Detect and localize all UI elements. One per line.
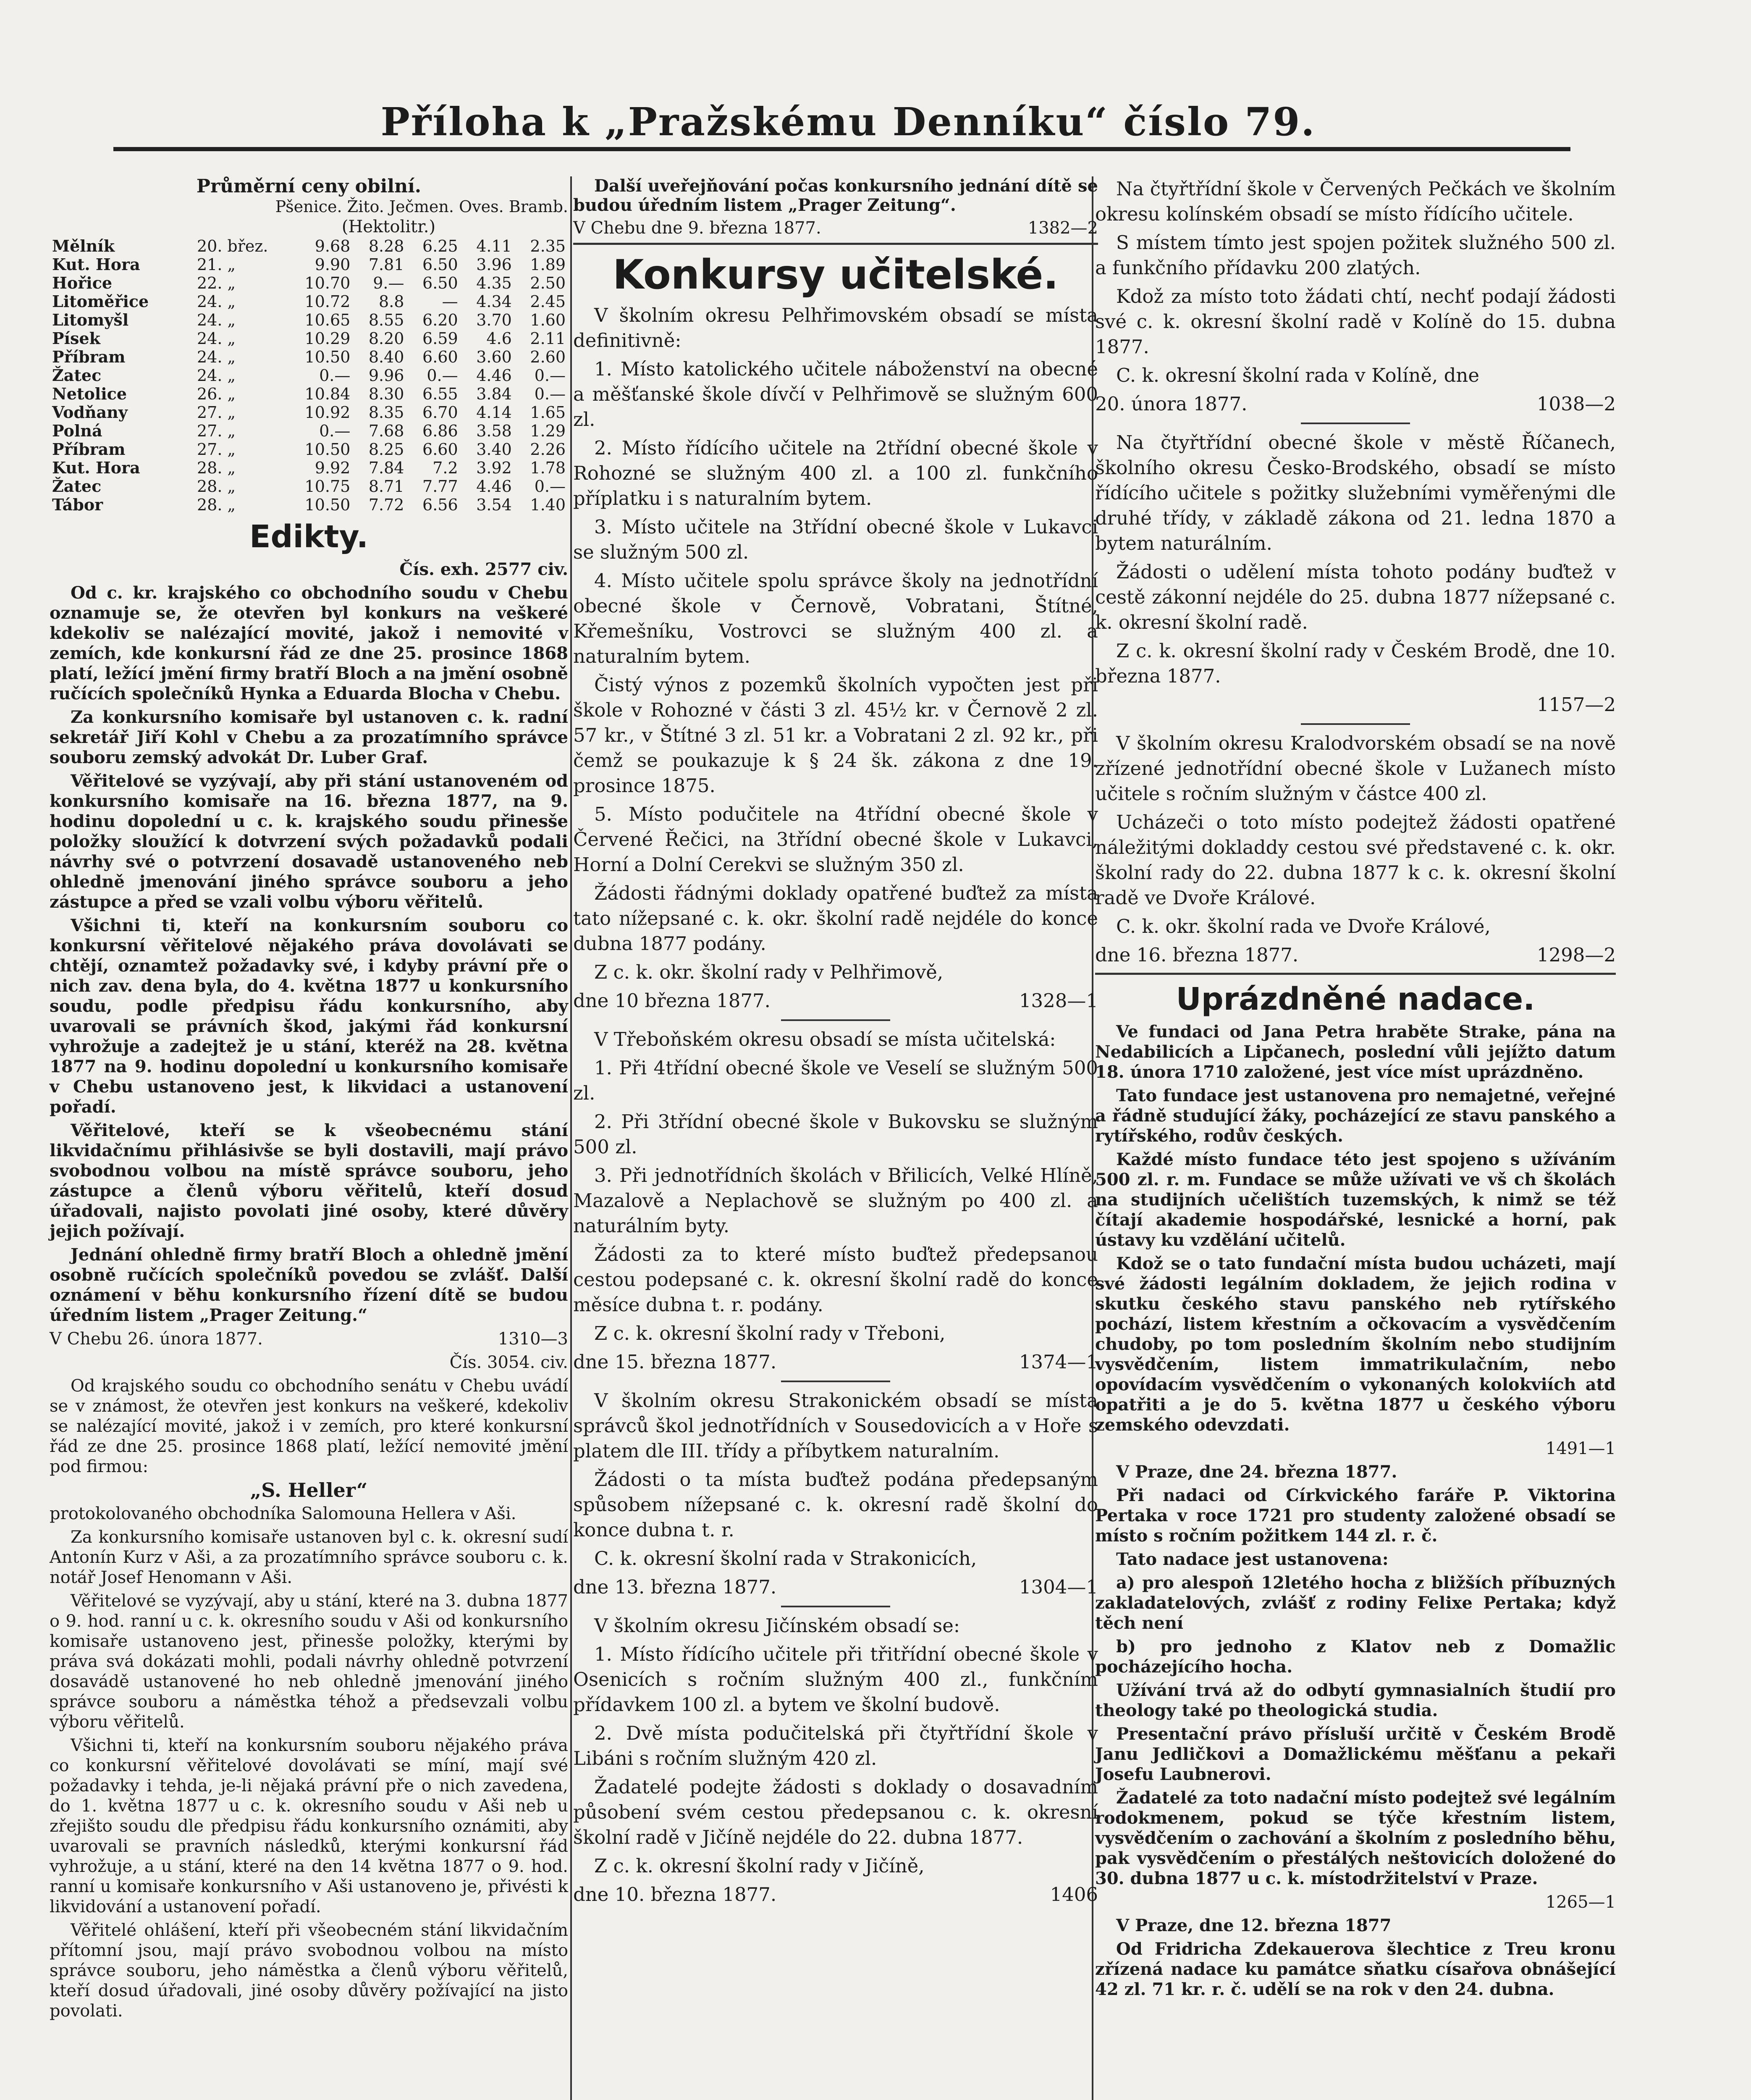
price-month: „ xyxy=(227,422,236,440)
price-value: 7.72 xyxy=(368,496,404,514)
price-value: 3.70 xyxy=(476,311,512,329)
teachers-competitions-title: Konkursy učitelské. xyxy=(613,251,1059,298)
notice-paragraph: Z c. k. okresní školní rady v Třeboni, xyxy=(594,1322,946,1344)
notice-paragraph: C. k. okresní školní rada v Kolíně, dne xyxy=(1116,364,1480,386)
price-city: Žatec xyxy=(52,366,102,385)
price-value: 0.— xyxy=(534,366,566,385)
price-day: 27. xyxy=(197,403,223,422)
edict-2-paragraph: Všichni ti, kteří na konkursním souboru nějakého práva co konkursní věřitelové dovolávati se míní, mají své požadavky i tehda, je-li nějaká právní pře o nich zavedena, do 1. května 1877 u c. k. okresního soudu v Aši neb u zřejišto soudu dle předpisu řádu konkursního oznámiti, aby uvarovali se pravních následků, kterými konkursní řád vyhrožuje, a u stání, které na den 14 května 1877 o 9. hod. ranní u komisaře konkursního v Aši ustanoveno je, přivésti k likvidování a ustanovení pořadí. xyxy=(50,1736,568,1916)
price-row xyxy=(50,311,568,329)
price-value: 6.20 xyxy=(422,311,458,329)
price-value: 8.8 xyxy=(379,292,404,311)
price-day: 28. xyxy=(197,477,223,496)
price-value: 4.35 xyxy=(476,274,512,292)
notice-paragraph: 4. Místo učitele spolu správce školy na jednotřídní obecné škole v Černově, Vobratani, Štítné, Křemešníku, Vostrovci se služným 400 zl. a naturalním bytem. xyxy=(573,570,1098,667)
notice-paragraph: V Třeboňském okresu obsadí se místa učitelská: xyxy=(594,1028,1056,1050)
prices-title: Průměrní ceny obilní. xyxy=(196,176,422,197)
notice-paragraph: V školním okresu Pelhřimovském obsadí se místa definitivně: xyxy=(573,304,1098,352)
price-day: 24. xyxy=(197,292,223,311)
foundation-paragraph: Tato fundace jest ustanovena pro nemajetné, veřejné a řádně studující žáky, pocházející ze stavu panského a rytířského, rodův českých. xyxy=(1095,1086,1616,1146)
price-value: 8.20 xyxy=(368,329,404,348)
divider xyxy=(781,1019,890,1021)
foundation-signature: V Praze, dne 12. března 1877 xyxy=(1116,1916,1392,1935)
price-value: 8.71 xyxy=(368,477,404,496)
column-3 xyxy=(1095,176,1616,2003)
price-value: 2.35 xyxy=(530,237,566,255)
notice-paragraph: Z c. k. okr. školní rady v Pelhřimově, xyxy=(594,961,944,983)
notice-place-date: V Chebu dne 9. března 1877. xyxy=(573,218,821,238)
price-value: 1.65 xyxy=(530,403,566,422)
price-month: „ xyxy=(227,255,236,274)
price-value: 6.55 xyxy=(422,385,458,403)
price-value: 4.11 xyxy=(476,237,512,255)
column-rule-1 xyxy=(570,176,572,2100)
price-row xyxy=(50,366,568,385)
notice-paragraph: Žadatelé podejte žádosti s doklady o dosavadním působení svém cestou předepsanou c. k. okresní školní radě v Jičíně nejdéle do 22. dubna 1877. xyxy=(573,1776,1098,1848)
edict-1-signature xyxy=(50,1329,568,1349)
edict-1-ref: Čís. exh. 2577 civ. xyxy=(399,559,568,579)
prices-unit: (Hektolitr.) xyxy=(341,217,436,236)
price-value: 6.50 xyxy=(422,255,458,274)
divider xyxy=(781,1606,890,1607)
price-value: 9.92 xyxy=(315,459,351,477)
price-row xyxy=(50,459,568,477)
price-value: 1.60 xyxy=(530,311,566,329)
notice-signature xyxy=(573,1349,1098,1375)
price-month: „ xyxy=(227,274,236,292)
notice-number: 1038—2 xyxy=(1536,393,1616,415)
price-value: 8.30 xyxy=(368,385,404,403)
price-day: 24. xyxy=(197,366,223,385)
notice-paragraph: V školním okresu Jičínském obsadí se: xyxy=(594,1614,960,1637)
edict-1-place-date: V Chebu 26. února 1877. xyxy=(50,1329,263,1349)
notice-signature xyxy=(1095,942,1616,968)
edict-2-paragraph: Od krajského soudu co obchodního senátu v Chebu uvádí se v známost, že otevřen jest konkurs na veškeré, kdekoliv se nalézající movité, jakož i v zemích, pro které konkursní řád ze dne 25. prosince 1868 platí, ležící nemovité jmění pod firmou: xyxy=(50,1376,568,1476)
notice-date: dne 15. března 1877. xyxy=(573,1351,777,1373)
price-value: 9.68 xyxy=(315,237,351,255)
price-value: 0.— xyxy=(319,366,351,385)
price-month: „ xyxy=(227,440,236,459)
price-value: 10.65 xyxy=(304,311,351,329)
price-month: břez. xyxy=(227,237,268,255)
foundation-paragraph: Užívání trvá až do odbytí gymnasialních študií pro theology také po theologická studia. xyxy=(1095,1680,1616,1720)
foundation-paragraph: Kdož se o tato fundační místa budou ucházeti, mají své žádosti legálním dokladem, že jejich rodina v skutku českého stavu panského neb rytířského pochází, listem křestním a očkovacím a vysvědčením chudoby, po tom posledním školním nebo studijním vysvědčením, listem immatrikulačním, nebo opovídacím vysvědčením o vykonaných kolokviích atd opatřiti a je do 5. května 1877 u českého výboru zemského odevzdati. xyxy=(1095,1254,1616,1435)
price-value: 8.25 xyxy=(368,440,404,459)
price-row xyxy=(50,440,568,459)
price-value: 7.77 xyxy=(422,477,458,496)
edict-1-paragraph: Věřitelové se vyzývají, aby při stání ustanoveném od konkursního komisaře na 16. března 1877, na 9. hodinu dopolední u c. k. krajského soudu přinesše položky sloužící k dotvrzení svých požadavků podali návrhy své o potvrzení dosavadě ustanoveného neb ohledně jmenování jiného správce souboru a jeho zástupce a před se vzali volbu výboru věřitelů. xyxy=(50,771,568,912)
foundations-title: Uprázdněné nadace. xyxy=(1176,981,1535,1017)
price-value: 7.2 xyxy=(433,459,458,477)
notice-signature xyxy=(573,218,1098,238)
price-city: Příbram xyxy=(52,440,126,459)
masthead: Příloha k „Pražskému Denníku“ číslo 79. xyxy=(380,99,1316,144)
notice-paragraph: Z c. k. okresní školní rady v Jičíně, xyxy=(594,1855,925,1877)
notice-paragraph: 1. Při 4třídní obecné škole ve Veselí se služným 500 zl. xyxy=(573,1057,1098,1104)
price-value: 10.92 xyxy=(304,403,351,422)
foundation-paragraph: Žadatelé za toto nadační místo podejtež své legálním rodokmenem, pokud se týče křestním listem, vysvědčením o zachování a školním z posledního běhu, pak vysvědčením o přestálých neštovicích doložené do 30. dubna 1877 u c. k. místodržitelství v Praze. xyxy=(1095,1788,1616,1888)
price-value: 10.50 xyxy=(304,496,351,514)
price-value: 9.— xyxy=(373,274,404,292)
price-value: — xyxy=(442,292,458,311)
price-value: 3.40 xyxy=(476,440,512,459)
price-value: 6.25 xyxy=(422,237,458,255)
prices-table xyxy=(50,237,568,514)
price-row xyxy=(50,348,568,366)
notice-number: 1298—2 xyxy=(1536,944,1616,966)
foundation-paragraph: Ve fundaci od Jana Petra hraběte Strake, pána na Nedabilicích a Lipčanech, poslední vůli jejížto datum 18. února 1710 založené, jest více míst uprázdněno. xyxy=(1095,1022,1616,1082)
foundation-signature: V Praze, dne 24. března 1877. xyxy=(1116,1462,1397,1482)
price-value: 4.14 xyxy=(476,403,512,422)
notice-paragraph: Čistý výnos z pozemků školních vypočten jest při škole v Rohozné v části 3 zl. 45½ kr. v Černově 2 zl. 57 kr., v Štítné 3 zl. 51 kr. a Vobratani 2 zl. 92 kr., při čemž se poukazuje k § 24 šk. zákona z dne 19. prosince 1875. xyxy=(573,674,1098,797)
foundation-paragraph: Presentační právo přísluší určitě v Českém Brodě Janu Jedličkovi a Domažlickému měšťanu a pekaři Josefu Laubnerovi. xyxy=(1095,1724,1616,1784)
price-value: 1.89 xyxy=(530,255,566,274)
price-day: 22. xyxy=(197,274,223,292)
price-row xyxy=(50,255,568,274)
price-day: 24. xyxy=(197,329,223,348)
notice-number: 1328—1 xyxy=(1019,990,1098,1012)
notice-paragraph: 3. Místo učitele na 3třídní obecné škole v Lukavci se služným 500 zl. xyxy=(573,516,1098,563)
price-value: 9.90 xyxy=(315,255,351,274)
notice-paragraph: 2. Při 3třídní obecné škole v Bukovsku se služným 500 zl. xyxy=(573,1110,1098,1158)
notice-paragraph: C. k. okresní školní rada v Strakonicích, xyxy=(594,1547,977,1570)
edict-2-paragraph: Věřitelové se vyzývají, aby u stání, které na 3. dubna 1877 o 9. hod. ranní u c. k. okresního soudu v Aši od konkursního komisaře ustanoveno jest, přinesše položky, kterými by práva svá dokázati mohli, podali návrhy ohledně potvrzení dosavádě ustanovené ho neb ohledně jmenování jiného správce souboru a náměstka téhož a předsevzali volbu výboru věřitelů. xyxy=(50,1591,568,1732)
divider xyxy=(573,243,1098,245)
notice-signature xyxy=(573,1882,1098,1907)
price-value: 10.84 xyxy=(304,385,351,403)
price-day: 20. xyxy=(197,237,223,255)
price-day: 24. xyxy=(197,311,223,329)
price-value: 7.84 xyxy=(368,459,404,477)
price-city: Netolice xyxy=(52,384,127,403)
notice-paragraph: Ucházeči o toto místo podejtež žádosti opatřené náležitými dokladdy cestou své představené c. k. okr. školní rady do 22. dubna 1877 k c. k. okresní školní radě ve Dvoře Králové. xyxy=(1095,811,1616,909)
price-value: 8.55 xyxy=(368,311,404,329)
edict-1-paragraph: Jednání ohledně firmy bratří Bloch a ohledně jmění osobně ručících společníků povedou se zvlášť. Další oznámení v běhu konkursního řízení dítě se budou úředním listem „Prager Zeitung.“ xyxy=(50,1245,568,1325)
notice-date: dne 10. března 1877. xyxy=(573,1883,777,1906)
divider xyxy=(1095,973,1616,975)
price-value: 3.92 xyxy=(476,459,512,477)
price-row xyxy=(50,422,568,440)
notice-paragraph: Žádosti za to které místo buďtež předepsanou cestou podepsané c. k. okresní školní radě do konce měsíce dubna t. r. podány. xyxy=(573,1243,1098,1316)
price-value: 8.28 xyxy=(368,237,404,255)
notice-paragraph: S místem tímto jest spojen požitek služného 500 zl. a funkčního přídavku 200 zlatých. xyxy=(1095,231,1616,279)
price-value: 3.54 xyxy=(476,496,512,514)
notice-paragraph: 3. Při jednotřídních školách v Břilicích, Velké Hlíně, Mazalově a Neplachově se služným po 400 zl. a naturálním byty. xyxy=(573,1164,1098,1237)
price-day: 24. xyxy=(197,348,223,366)
notice-number: 1157—2 xyxy=(1536,693,1616,716)
price-value: 10.75 xyxy=(304,477,351,496)
price-day: 21. xyxy=(197,255,223,274)
price-day: 27. xyxy=(197,440,223,459)
price-month: „ xyxy=(227,366,236,385)
price-value: 0.— xyxy=(319,422,351,440)
notice-signature xyxy=(573,1575,1098,1600)
notice-paragraph: C. k. okr. školní rada ve Dvoře Králové, xyxy=(1116,915,1491,937)
price-city: Kut. Hora xyxy=(52,458,140,477)
price-day: 28. xyxy=(197,459,223,477)
price-city: Litoměřice xyxy=(52,292,149,311)
price-value: 6.59 xyxy=(422,329,458,348)
edict-2-firm: „S. Heller“ xyxy=(250,1479,368,1502)
price-value: 9.96 xyxy=(368,366,404,385)
price-value: 6.86 xyxy=(422,422,458,440)
price-month: „ xyxy=(227,348,236,366)
price-month: „ xyxy=(227,292,236,311)
notice-paragraph: Na čtyřtřídní obecné škole v městě Říčanech, školního okresu Česko-Brodského, obsadí se místo řídícího učitele s požitky služebními vyměřenými dle druhé třídy, v základě zákona od 21. ledna 1870 a bytem naturálním. xyxy=(1095,431,1616,554)
notice-paragraph: V školním okresu Strakonickém obsadí se místa správců škol jednotřídních v Sousedovicích a v Hoře s platem dle III. třídy a příbytkem naturalním. xyxy=(573,1389,1098,1462)
notice-signature xyxy=(1095,391,1616,417)
notice-date: dne 16. března 1877. xyxy=(1095,944,1299,966)
price-value: 2.26 xyxy=(530,440,566,459)
price-row xyxy=(50,237,568,255)
price-row xyxy=(50,292,568,311)
price-row xyxy=(50,329,568,348)
price-city: Písek xyxy=(52,329,100,348)
notice-signature xyxy=(573,988,1098,1013)
price-month: „ xyxy=(227,403,236,422)
notice-paragraph: Žádosti o udělení místa tohoto podány buďtež v cestě zákonní nejdéle do 25. dubna 1877 nížepsané c. k. okresní školní radě. xyxy=(1095,561,1616,633)
prices-header: Pšenice. Žito. Ječmen. Oves. Bramb. xyxy=(275,197,568,216)
price-value: 3.60 xyxy=(476,348,512,366)
price-row xyxy=(50,385,568,403)
price-value: 6.56 xyxy=(422,496,458,514)
price-month: „ xyxy=(227,477,236,496)
price-value: 10.50 xyxy=(304,348,351,366)
price-value: 6.50 xyxy=(422,274,458,292)
price-value: 1.40 xyxy=(530,496,566,514)
divider xyxy=(1301,423,1410,424)
edict-1-paragraph: Od c. kr. krajského co obchodního soudu v Chebu oznamuje se, že otevřen byl konkurs na veškeré kdekoliv se nalézající movité, jakož i nemovité v zemích, kde konkursní řád ze dne 25. prosince 1868 platí, ležící jmění firmy bratří Bloch a na jmění osobně ručících společníků Hynka a Eduarda Blocha v Chebu. xyxy=(50,583,568,704)
price-row xyxy=(50,274,568,292)
foundation-number: 1491—1 xyxy=(1545,1439,1616,1458)
price-value: 2.45 xyxy=(530,292,566,311)
column-2 xyxy=(573,176,1098,1911)
price-month: „ xyxy=(227,459,236,477)
edict-1-paragraph: Všichni ti, kteří na konkursním souboru co konkursní věřitelové nějakého práva dovolávati se chtějí, oznamtež požadavky své, i kdyby právní pře o nich zav. dena byla, do 4. května 1877 u konkursního soudu, podle předpisu řádu konkursního, aby uvarovali se právních škod, jakými řád konkursní vyhrožuje a zadejtež je u stání, kteréž na 28. května 1877 na 9. hodinu dopolední u konkursního komisaře v Chebu ustanoveno jest, k likvidaci a ustanovení pořadí. xyxy=(50,916,568,1117)
foundation-paragraph: b) pro jednoho z Klatov neb z Domažlic pocházejícího hocha. xyxy=(1095,1637,1616,1677)
teacher-notices xyxy=(1095,176,1616,968)
notice-date: dne 13. března 1877. xyxy=(573,1576,777,1598)
price-value: 2.50 xyxy=(530,274,566,292)
divider xyxy=(781,1381,890,1382)
price-city: Příbram xyxy=(52,347,126,366)
foundation-paragraph: Tato nadace jest ustanovena: xyxy=(1116,1549,1389,1569)
price-month: „ xyxy=(227,311,236,329)
notice-date: dne 10 března 1877. xyxy=(573,990,771,1012)
price-value: 4.46 xyxy=(476,366,512,385)
notice-paragraph: Z c. k. okresní školní rady v Českém Brodě, dne 10. března 1877. xyxy=(1095,640,1616,687)
price-value: 1.78 xyxy=(530,459,566,477)
notice-number: 1374—1 xyxy=(1019,1351,1098,1373)
price-month: „ xyxy=(227,385,236,403)
price-day: 28. xyxy=(197,496,223,514)
notice-date: 20. února 1877. xyxy=(1095,393,1248,415)
price-month: „ xyxy=(227,496,236,514)
price-value: 6.60 xyxy=(422,440,458,459)
price-value: 10.50 xyxy=(304,440,351,459)
notice-paragraph: 2. Dvě místa podučitelská při čtyřtřídní škole v Libáni s ročním služným 420 zl. xyxy=(573,1722,1098,1769)
price-day: 26. xyxy=(197,385,223,403)
masthead-rule xyxy=(113,147,1570,151)
edict-2-paragraph: protokolovaného obchodníka Salomouna Hellera v Aši. xyxy=(50,1504,516,1523)
notice-paragraph: 1. Místo katolického učitele náboženství na obecné a měšťanské škole dívčí v Pelhřimově se služným 600 zl. xyxy=(573,358,1098,430)
edict-2-paragraph: Za konkursního komisaře ustanoven byl c. k. okresní sudí Antonín Kurz v Aši, a za prozatímního správce souboru c. k. notář Josef Henomann v Aši. xyxy=(50,1528,568,1587)
price-row xyxy=(50,403,568,422)
price-value: 8.35 xyxy=(368,403,404,422)
price-city: Polná xyxy=(52,421,102,440)
notice-paragraph: 2. Místo řídícího učitele na 2třídní obecné škole v Rohozné se služným 400 zl. a 100 zl. funkčního příplatku i s naturalním bytem. xyxy=(573,437,1098,509)
price-value: 2.11 xyxy=(530,329,566,348)
price-value: 3.96 xyxy=(476,255,512,274)
edikty-title: Edikty. xyxy=(249,519,369,555)
price-value: 3.84 xyxy=(476,385,512,403)
price-city: Mělník xyxy=(52,236,115,255)
edict-2-paragraph: Věřitelé ohlášení, kteří při všeobecném stání likvidačním přítomní jsou, mají právo svobodnou volbou na místo správce souboru, jeho náměstka a členů výboru věřitelů, kteří dosud úřadovali, jiné osoby důvěry požívající na jisto povolati. xyxy=(50,1921,568,2021)
price-value: 6.70 xyxy=(422,403,458,422)
price-row xyxy=(50,496,568,514)
price-value: 4.6 xyxy=(486,329,512,348)
foundation-paragraph: Při nadaci od Církvického faráře P. Viktorina Pertaka v roce 1721 pro studenty založené obsadí se místo s ročním požitkem 144 zl. r. č. xyxy=(1095,1486,1616,1546)
price-value: 10.70 xyxy=(304,274,351,292)
foundation-paragraph: Od Fridricha Zdekauerova šlechtice z Treu kronu zřízená nadace ku památce sňatku císařova obnášející 42 zl. 71 kr. r. č. udělí se na rok v den 24. dubna. xyxy=(1095,1939,1616,1999)
notice-paragraph: Kdož za místo toto žádati chtí, nechť podají žádosti své c. k. okresní školní radě v Kolíně do 15. dubna 1877. xyxy=(1095,285,1616,358)
price-value: 1.29 xyxy=(530,422,566,440)
edict-2-ref: Čís. 3054. civ. xyxy=(449,1353,568,1372)
price-value: 3.58 xyxy=(476,422,512,440)
notice-text: Další uveřejňování počas konkursního jednání dítě se budou úředním listem „Prager Zeitung“. xyxy=(573,176,1098,215)
price-value: 4.46 xyxy=(476,477,512,496)
price-city: Litomyšl xyxy=(52,310,129,329)
notice-paragraph: Žádosti o ta místa buďtež podána předepsaným spůsobem nížepsané c. k. okresní radě školní do konce dubna t. r. xyxy=(573,1468,1098,1541)
notice-number: 1304—1 xyxy=(1019,1576,1098,1598)
price-value: 8.40 xyxy=(368,348,404,366)
edict-1-number: 1310—3 xyxy=(498,1329,568,1349)
price-city: Kut. Hora xyxy=(52,255,140,274)
notice-paragraph: 5. Místo podučitele na 4třídní obecné škole v Červené Řečici, na 3třídní obecné škole v Lukavci, Horní a Dolní Cerekvi se služným 350 zl. xyxy=(573,803,1098,876)
notice-paragraph: Na čtyřtřídní škole v Červených Pečkách ve školním okresu kolínském obsadí se místo řídícího učitele. xyxy=(1095,178,1616,225)
price-value: 10.72 xyxy=(304,292,351,311)
foundation-paragraph: Každé místo fundace této jest spojeno s užíváním 500 zl. r. m. Fundace se může užívati ve vš ch školách na studijních učelištích tuzemských, k nimž se též čítají akademie hospodářské, lesnické a horní, pak ústavy ku vzdělání učitelů. xyxy=(1095,1150,1616,1250)
price-value: 2.60 xyxy=(530,348,566,366)
price-value: 0.— xyxy=(427,366,458,385)
price-city: Hořice xyxy=(52,273,113,292)
foundation-paragraph: a) pro alespoň 12letého hocha z bližších příbuzných zakladatelových, zvlášť z rodiny Felixe Pertaka; když těch není xyxy=(1095,1573,1616,1633)
price-value: 7.81 xyxy=(368,255,404,274)
notice-paragraph: V školním okresu Kralodvorském obsadí se na nově zřízené jednotřídní obecné škole v Lužanech místo učitele s ročním služným v částce 400 zl. xyxy=(1095,732,1616,805)
price-value: 6.60 xyxy=(422,348,458,366)
notice-paragraph: 1. Místo řídícího učitele při třitřídní obecné škole v Osenicích s ročním služným 400 zl., funkčním přídavkem 100 zl. a bytem ve školní budově. xyxy=(573,1643,1098,1716)
notice-number: 1406 xyxy=(1050,1883,1098,1906)
price-value: 7.68 xyxy=(368,422,404,440)
price-month: „ xyxy=(227,329,236,348)
price-value: 10.29 xyxy=(304,329,351,348)
price-city: Tábor xyxy=(52,495,103,514)
price-city: Žatec xyxy=(52,477,102,496)
edict-1-paragraph: Věřitelové, kteří se k všeobecnému stání likvidačnímu přihlásivše se byli dostavili, mají právo svobodnou volbou na místě správce souboru, jeho zástupce a členů výboru věřitelů, kteří dosud úřadovali, najisto povolati jiné osoby, které důvěry jejich požívají. xyxy=(50,1121,568,1241)
price-city: Vodňany xyxy=(52,403,128,422)
edict-1-paragraph: Za konkursního komisaře byl ustanoven c. k. radní sekretář Jiří Kohl v Chebu a za prozatímního správce souboru zemský advokát Dr. Luber Graf. xyxy=(50,707,568,767)
notice-paragraph: Žádosti řádnými doklady opatřené buďtež za místa tato nížepsané c. k. okr. školní radě nejdéle do konce dubna 1877 podány. xyxy=(573,882,1098,955)
divider xyxy=(1301,723,1410,725)
price-value: 0.— xyxy=(534,385,566,403)
column-1 xyxy=(50,176,568,2024)
notice-number: 1382—2 xyxy=(1028,218,1098,238)
price-row xyxy=(50,477,568,496)
price-value: 4.34 xyxy=(476,292,512,311)
price-day: 27. xyxy=(197,422,223,440)
price-value: 0.— xyxy=(534,477,566,496)
foundation-number: 1265—1 xyxy=(1545,1893,1616,1912)
